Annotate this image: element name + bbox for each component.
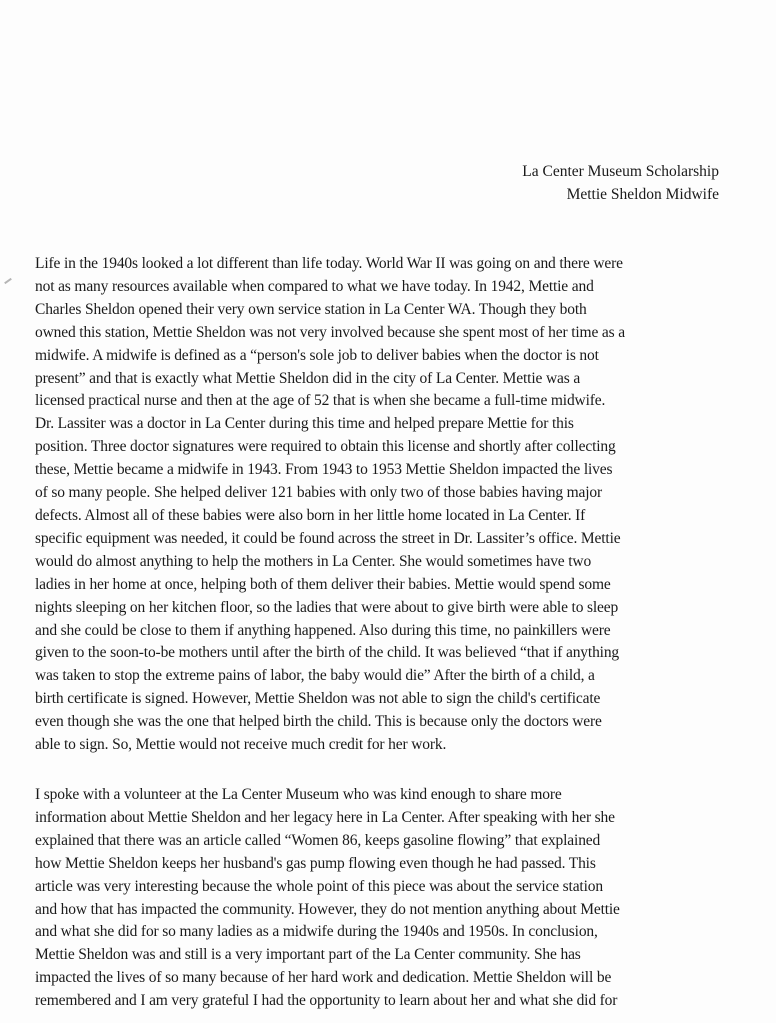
text-line: Dr. Lassiter was a doctor in La Center during this time and helped prepare Mettie for this bbox=[35, 415, 574, 433]
header-essay-subject: Mettie Sheldon Midwife bbox=[566, 186, 719, 203]
text-line: would do almost anything to help the mothers in La Center. She would sometimes have two bbox=[35, 552, 592, 570]
text-line: Charles Sheldon opened their very own service station in La Center WA. Though they both bbox=[35, 300, 587, 318]
text-line: even though she was the one that helped birth the child. This is because only the doctors were bbox=[35, 713, 602, 731]
text-line: how Mettie Sheldon keeps her husband's gas pump flowing even though he had passed. This bbox=[35, 854, 596, 872]
text-line: given to the soon-to-be mothers until after the birth of the child. It was believed “that if anything bbox=[35, 644, 620, 662]
paragraph-2 bbox=[35, 784, 735, 1013]
text-line: ladies in her home at once, helping both of them deliver their babies. Mettie would spend some bbox=[35, 575, 611, 593]
text-line: licensed practical nurse and then at the age of 52 that is when she became a full-time midwife. bbox=[35, 392, 606, 410]
text-line: was taken to stop the extreme pains of labor, the baby would die” After the birth of a child, a bbox=[35, 667, 595, 685]
text-line: birth certificate is signed. However, Mettie Sheldon was not able to sign the child's certificate bbox=[35, 690, 601, 708]
text-line: Life in the 1940s looked a lot different than life today. World War II was going on and there were bbox=[35, 255, 623, 272]
text-line: explained that there was an article called “Women 86, keeps gasoline flowing” that explained bbox=[35, 831, 601, 849]
text-line: not as many resources available when compared to what we have today. In 1942, Mettie and bbox=[35, 277, 594, 295]
text-line: midwife. A midwife is defined as a “person's sole job to deliver babies when the doctor is not bbox=[35, 346, 599, 364]
text-line: information about Mettie Sheldon and her legacy here in La Center. After speaking with her she bbox=[35, 808, 615, 826]
scan-artifact-mark bbox=[4, 278, 12, 284]
text-line: specific equipment was needed, it could be found across the street in Dr. Lassiter’s office. Mettie bbox=[35, 529, 621, 547]
text-line: article was very interesting because the whole point of this piece was about the service station bbox=[35, 877, 603, 895]
text-line: impacted the lives of so many because of her hard work and dedication. Mettie Sheldon will be bbox=[35, 969, 612, 987]
text-line: and she could be close to them if anything happened. Also during this time, no painkillers were bbox=[35, 621, 611, 639]
text-line: present” and that is exactly what Mettie Sheldon did in the city of La Center. Mettie was a bbox=[35, 369, 581, 387]
header-scholarship-title: La Center Museum Scholarship bbox=[522, 163, 719, 180]
text-line: nights sleeping on her kitchen floor, so the ladies that were about to give birth were able to sleep bbox=[35, 598, 619, 616]
text-line: owned this station, Mettie Sheldon was not very involved because she spent most of her time as a bbox=[35, 323, 625, 341]
document-header bbox=[522, 160, 719, 206]
text-line: Mettie Sheldon was and still is a very important part of the La Center community. She has bbox=[35, 946, 581, 964]
paragraph-1 bbox=[35, 253, 735, 757]
text-line: remembered and I am very grateful I had the opportunity to learn about her and what she did for bbox=[35, 992, 618, 1010]
text-line: position. Three doctor signatures were required to obtain this license and shortly after collecting bbox=[35, 438, 616, 456]
text-line: defects. Almost all of these babies were also born in her little home located in La Center. If bbox=[35, 506, 586, 524]
text-line: able to sign. So, Mettie would not receive much credit for her work. bbox=[35, 736, 447, 754]
text-line: of so many people. She helped deliver 121 babies with only two of those babies having major bbox=[35, 484, 603, 502]
text-line: these, Mettie became a midwife in 1943. From 1943 to 1953 Mettie Sheldon impacted the lives bbox=[35, 461, 613, 479]
text-line: I spoke with a volunteer at the La Center Museum who was kind enough to share more bbox=[35, 786, 562, 803]
text-line: and what she did for so many ladies as a midwife during the 1940s and 1950s. In conclusion, bbox=[35, 923, 598, 941]
text-line: and how that has impacted the community. However, they do not mention anything about Mettie bbox=[35, 900, 620, 918]
